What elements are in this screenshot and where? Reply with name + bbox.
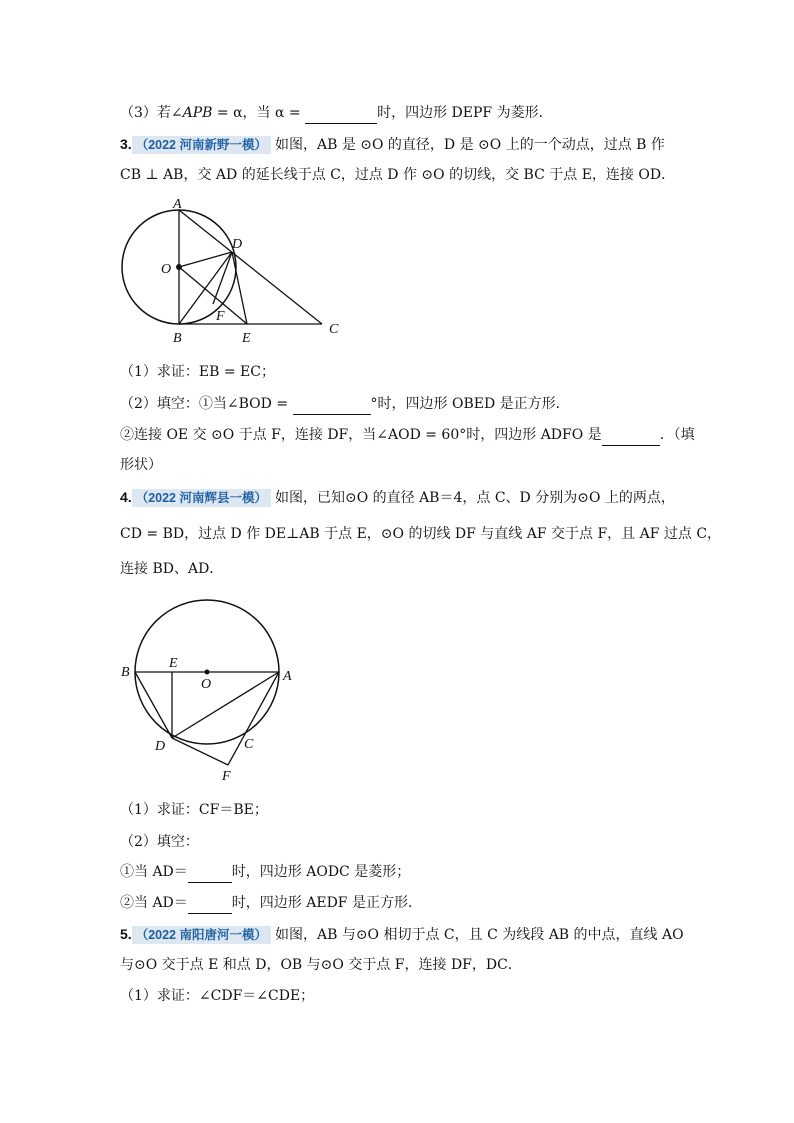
q4-statement-line2: CD = BD，过点 D 作 DE⊥AB 于点 E，⊙O 的切线 DF 与直线 AF 交于点 F，且 AF 过点 C，	[120, 526, 722, 542]
q4-figure	[117, 592, 307, 782]
q4-number: 4.	[120, 489, 132, 505]
q3-number: 3.	[120, 136, 132, 152]
q4-line-df	[172, 738, 228, 765]
q3-line-ac	[179, 210, 322, 324]
q3-label-e: E	[242, 331, 251, 346]
q4-statement-line1	[120, 487, 675, 508]
q2-part3-mid: = α，当 α =	[212, 105, 306, 121]
q3-label-f: F	[216, 309, 225, 324]
q3-label-b: B	[173, 331, 182, 346]
q3-figure	[115, 196, 355, 346]
q3-part3-prefix: ②连接 OE 交 ⊙O 于点 F，连接 DF，当∠AOD = 60°时，四边形 ADFO 是	[120, 427, 602, 443]
q4-line-ad	[172, 672, 279, 738]
q5-line1: 如图，AB 与⊙O 相切于点 C，且 C 为线段 AB 的中点，直线 AO	[274, 927, 684, 943]
q4-label-o: O	[201, 677, 212, 692]
q5-source-tag: （2022 南阳唐河一模）	[132, 926, 271, 944]
q5-statement-line2: 与⊙O 交于点 E 和点 D，OB 与⊙O 交于点 F，连接 DF，DC．	[120, 957, 522, 973]
q4-part2b	[120, 893, 422, 914]
q4-label-f: F	[222, 769, 231, 782]
q2-part3-var: APB	[182, 105, 213, 121]
q3-part2-blank[interactable]	[293, 394, 371, 415]
q3-label-c: C	[329, 322, 339, 337]
q3-part1: （1）求证：EB = EC；	[120, 364, 275, 380]
q3-label-d: D	[232, 237, 243, 252]
q3-line1: 如图，AB 是 ⊙O 的直径，D 是 ⊙O 上的一个动点，过点 B 作	[274, 137, 665, 153]
q4-part2: （2）填空：	[120, 834, 199, 850]
q4-label-b: B	[121, 665, 130, 680]
q5-part1: （1）求证：∠CDF＝∠CDE；	[120, 988, 315, 1004]
q3-center-dot	[176, 264, 182, 270]
q4-label-d: D	[155, 739, 166, 754]
q3-source-tag: （2022 河南新野一模）	[132, 136, 271, 154]
q3-part3-line2: 形状）	[120, 457, 162, 473]
q3-part2-prefix: （2）填空：①当∠BOD =	[120, 396, 293, 412]
q4-part2a-blank[interactable]	[188, 862, 232, 883]
q4-part2b-blank[interactable]	[188, 893, 232, 914]
q3-part3	[120, 425, 695, 446]
q3-statement-line2: CB ⊥ AB，交 AD 的延长线于点 C，过点 D 作 ⊙O 的切线，交 BC 于点 E，连接 OD．	[120, 167, 676, 183]
q4-statement-line3: 连接 BD、AD．	[120, 561, 224, 577]
q3-part2	[120, 394, 570, 415]
q5-number: 5.	[120, 926, 132, 942]
q4-label-c: C	[244, 737, 254, 752]
q4-line-bd	[135, 672, 172, 738]
q3-part2-suffix: °时，四边形 OBED 是正方形．	[370, 396, 570, 412]
q3-statement-line1	[120, 134, 665, 155]
q4-part2a	[120, 862, 410, 883]
q3-label-a: A	[173, 197, 182, 212]
q4-line1: 如图，已知⊙O 的直径 AB＝4，点 C、D 分别为⊙O 上的两点，	[274, 490, 675, 506]
q3-line-od	[179, 252, 232, 267]
q2-part3-prefix: （3）若∠	[120, 105, 183, 121]
q4-line-af	[228, 672, 279, 765]
q4-center-dot	[205, 670, 210, 675]
q4-source-tag: （2022 河南辉县一模）	[132, 489, 271, 507]
q3-part3-suffix: ．（填	[659, 427, 695, 443]
q5-statement-line1	[120, 924, 684, 945]
q4-label-e: E	[169, 656, 178, 671]
q2-part3-blank[interactable]	[305, 103, 377, 124]
q4-part2b-suffix: 时，四边形 AEDF 是正方形．	[231, 895, 422, 911]
q2-part3	[120, 103, 553, 124]
q4-part2b-prefix: ②当 AD＝	[120, 895, 188, 911]
q4-part1: （1）求证：CF＝BE；	[120, 802, 268, 818]
q4-label-a: A	[283, 669, 292, 684]
q4-part2a-suffix: 时，四边形 AODC 是菱形；	[231, 864, 411, 880]
q3-part3-blank[interactable]	[602, 425, 660, 446]
q2-part3-suffix: 时，四边形 DEPF 为菱形．	[377, 105, 553, 121]
q4-part2a-prefix: ①当 AD＝	[120, 864, 188, 880]
q3-line-df	[213, 252, 232, 304]
q3-label-o: O	[161, 262, 172, 277]
